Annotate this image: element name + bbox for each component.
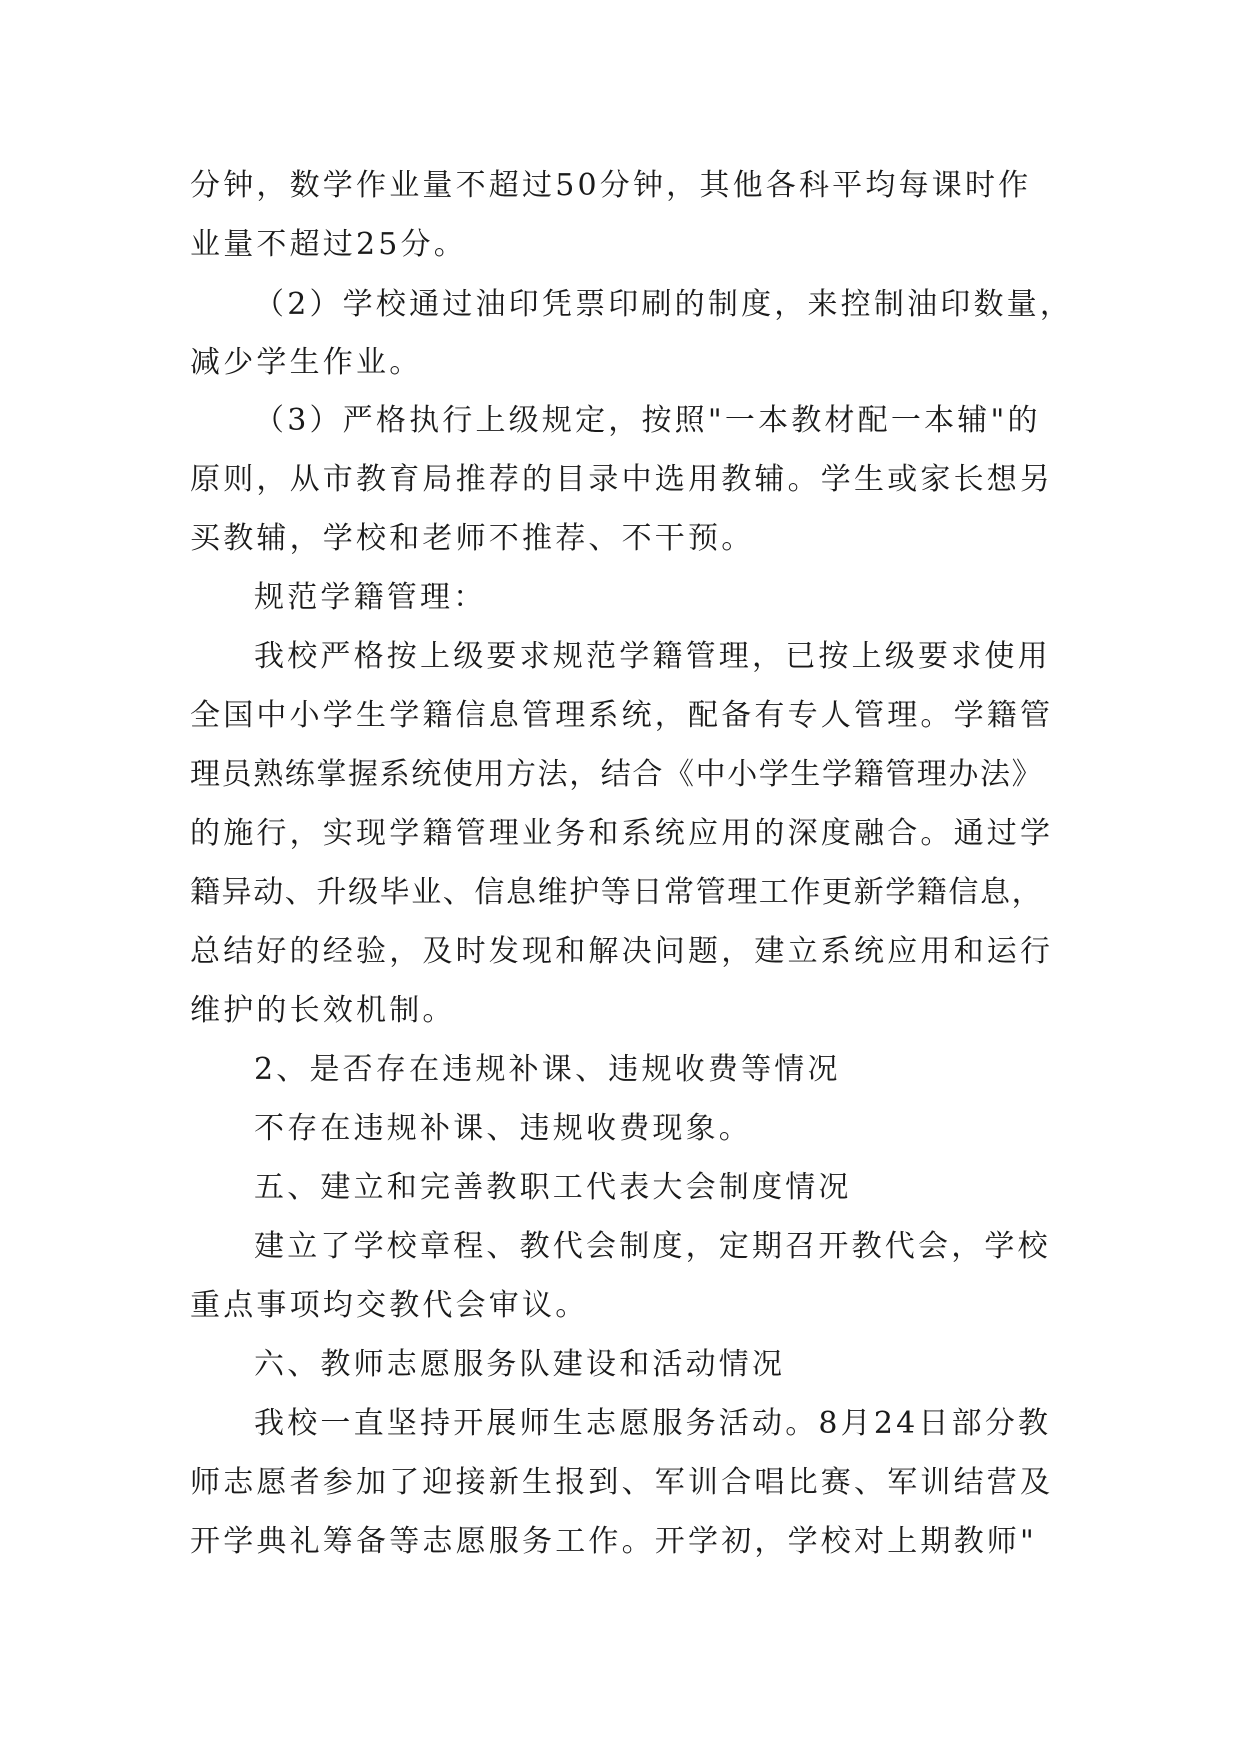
text-line: 师志愿者参加了迎接新生报到、军训合唱比赛、军训结营及: [190, 1465, 1054, 1500]
text-line: 籍异动、升级毕业、信息维护等日常管理工作更新学籍信息，: [190, 875, 1044, 910]
text-line: 买教辅，学校和老师不推荐、不干预。: [190, 521, 755, 556]
text-line: 总结好的经验，及时发现和解决问题，建立系统应用和运行: [190, 934, 1054, 969]
text-line: 原则，从市教育局推荐的目录中选用教辅。学生或家长想另: [190, 462, 1054, 497]
text-line: 的施行，实现学籍管理业务和系统应用的深度融合。通过学: [190, 816, 1054, 851]
section-heading: 2、是否存在违规补课、违规收费等情况: [254, 1052, 841, 1087]
text-line: 全国中小学生学籍信息管理系统，配备有专人管理。学籍管: [190, 698, 1054, 733]
section-heading: 规范学籍管理：: [254, 580, 487, 615]
text-line: 不存在违规补课、违规收费现象。: [254, 1111, 752, 1146]
text-line: 我校严格按上级要求规范学籍管理，已按上级要求使用: [254, 639, 1051, 674]
section-heading: 五、建立和完善教职工代表大会制度情况: [254, 1170, 852, 1205]
text-line: 建立了学校章程、教代会制度，定期召开教代会，学校: [254, 1229, 1051, 1264]
text-line: 重点事项均交教代会审议。: [190, 1288, 589, 1323]
text-line: 减少学生作业。: [190, 345, 423, 380]
text-line: 我校一直坚持开展师生志愿服务活动。8月24日部分教: [254, 1406, 1052, 1441]
text-line: 业量不超过25分。: [190, 227, 467, 262]
text-line: 维护的长效机制。: [190, 993, 456, 1028]
text-line: 分钟，数学作业量不超过50分钟，其他各科平均每课时作: [190, 168, 1032, 203]
section-heading: 六、教师志愿服务队建设和活动情况: [254, 1347, 786, 1382]
text-line: （2）学校通过油印凭票印刷的制度，来控制油印数量，: [254, 287, 1074, 322]
text-line: 理员熟练掌握系统使用方法，结合《中小学生学籍管理办法》: [190, 757, 1044, 792]
text-line: 开学典礼筹备等志愿服务工作。开学初，学校对上期教师": [190, 1524, 1037, 1559]
text-line: （3）严格执行上级规定，按照"一本教材配一本辅"的: [254, 403, 1041, 438]
